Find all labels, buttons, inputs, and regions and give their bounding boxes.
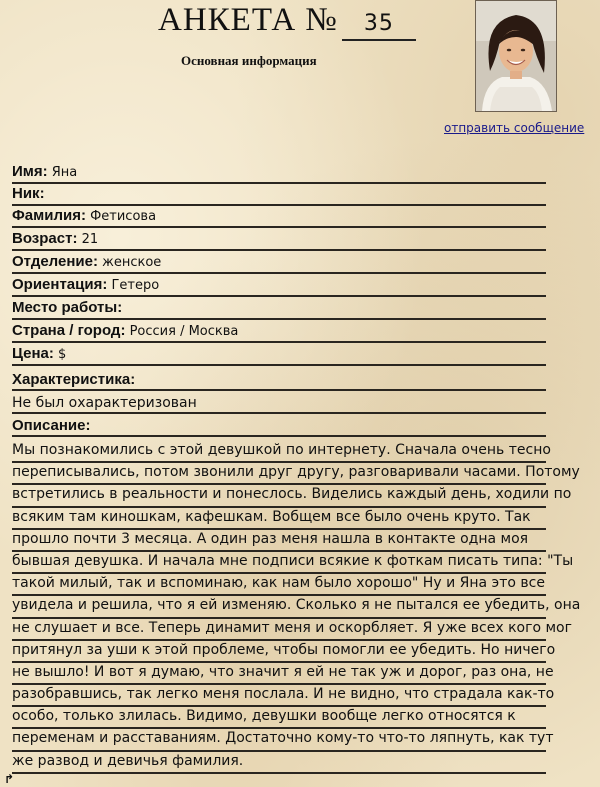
description-heading xyxy=(12,417,546,437)
field-orientation-label: Ориентация xyxy=(12,276,103,293)
characteristic-row xyxy=(12,394,546,414)
field-nick-label: Ник xyxy=(12,185,40,202)
form-number: 35 xyxy=(342,9,416,41)
field-name-label: Имя xyxy=(12,163,43,180)
field-country-city: Страна / город: Россия / Москва xyxy=(12,322,546,343)
characteristic-heading xyxy=(12,371,546,391)
description-line: разобравшись, так легко меня послала. И не видно, что страдала как-то xyxy=(12,685,546,707)
field-department-value: женское xyxy=(97,255,162,270)
description-line: переменам и расставаниям. Достаточно кому-то что-то ляпнуть, как тут xyxy=(12,729,546,751)
description-line: не вышло! И вот я думаю, что значит я ей не так уж и дорог, раз она, не xyxy=(12,663,546,685)
field-department-label: Отделение xyxy=(12,253,93,270)
field-price: Цена: $ xyxy=(12,345,546,366)
description-line: увидела и решила, что я ей изменяю. Сколько я не пытался ее убедить, она xyxy=(12,596,546,618)
description-line: Мы познакомились с этой девушкой по интернету. Сначала очень тесно xyxy=(12,441,546,463)
field-orientation: Ориентация: Гетеро xyxy=(12,276,546,297)
form-title-text: АНКЕТА № xyxy=(158,2,338,38)
field-name-value: Яна xyxy=(47,165,78,180)
field-country-city-label: Страна / город xyxy=(12,322,121,339)
field-age: Возраст: 21 xyxy=(12,230,546,251)
profile-photo xyxy=(475,0,557,112)
description-line: не слушает и все. Теперь динамит меня и оскорбляет. Я уже всех кого мог xyxy=(12,619,546,641)
field-age-value: 21 xyxy=(77,232,99,247)
description-line: особо, только злилась. Видимо, девушки вообще легко относятся к xyxy=(12,707,546,729)
field-workplace-label: Место работы xyxy=(12,299,118,316)
field-country-city-value: Россия / Москва xyxy=(125,324,239,339)
form-title xyxy=(158,2,416,41)
field-age-label: Возраст xyxy=(12,230,73,247)
characteristic-label: Характеристика: xyxy=(12,371,136,388)
field-workplace: Место работы: xyxy=(12,299,546,320)
field-name: Имя: Яна xyxy=(12,163,546,184)
description-line: бывшая девушка. И начала мне подписи всякие к фоткам писать типа: "Ты xyxy=(12,552,546,574)
description-body xyxy=(12,441,581,774)
field-price-value: $ xyxy=(53,347,67,362)
description-line: такой милый, так и вспоминаю, как нам было хорошо" Ну и Яна это все xyxy=(12,574,546,596)
description-line: переписывались, потом звонили друг другу, разговаривали часами. Потому xyxy=(12,463,546,485)
field-surname: Фамилия: Фетисова xyxy=(12,207,546,228)
field-department: Отделение: женское xyxy=(12,253,546,274)
field-surname-value: Фетисова xyxy=(85,209,157,224)
profile-photo-image xyxy=(476,1,556,111)
characteristic-value: Не был охарактеризован xyxy=(12,395,197,411)
field-price-label: Цена xyxy=(12,345,49,362)
send-message-link[interactable]: отправить сообщение xyxy=(444,121,585,135)
description-line: всяким там киношкам, кафешкам. Вобщем все было очень круто. Так xyxy=(12,508,546,530)
field-orientation-value: Гетеро xyxy=(107,278,160,293)
description-label: Описание: xyxy=(12,417,91,434)
field-nick: Ник: xyxy=(12,185,546,206)
field-surname-label: Фамилия xyxy=(12,207,81,224)
description-line: прошло почти 3 месяца. А один раз меня нашла в контакте одна моя xyxy=(12,530,546,552)
resize-corner-icon: ↱ xyxy=(4,772,15,786)
description-line: встретились в реальности и понеслось. Виделись каждый день, ходили по xyxy=(12,485,546,507)
description-line: же развод и девичья фамилия. xyxy=(12,752,546,774)
section-subtitle: Основная информация xyxy=(181,53,317,68)
description-line: притянул за уши к этой проблеме, чтобы помогли ее убедить. Но ничего xyxy=(12,641,546,663)
